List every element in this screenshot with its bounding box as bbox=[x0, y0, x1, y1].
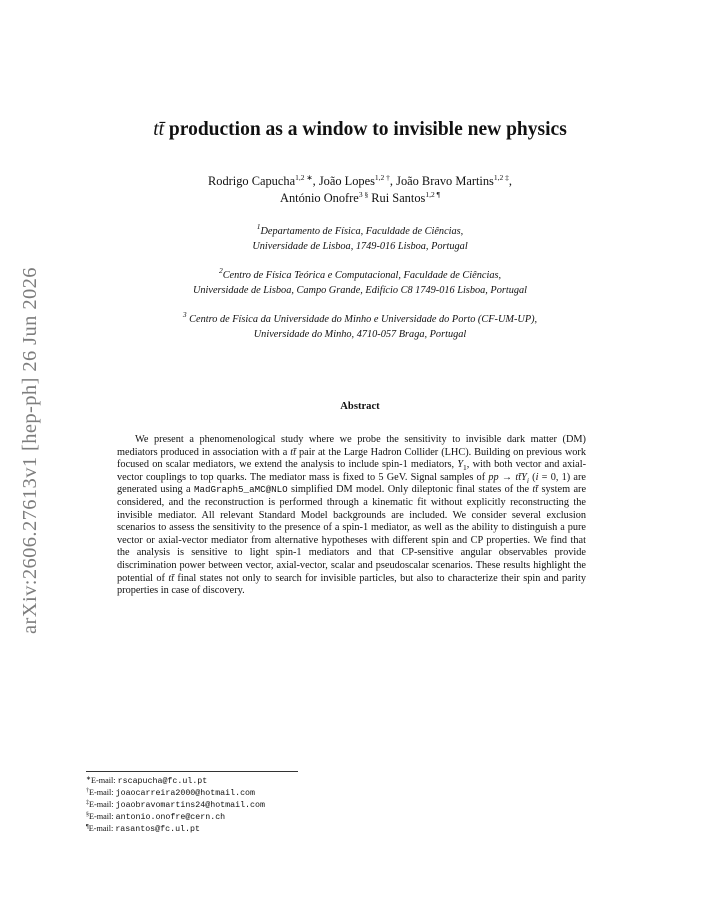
abstract-segment: MadGraph5_aMC@NLO bbox=[193, 484, 288, 496]
affiliation-2 bbox=[90, 268, 630, 298]
arxiv-stamp-text: arXiv:2606.27613v1 [hep-ph] 26 Jun 2026 bbox=[18, 266, 41, 634]
affiliation-line: Universidade do Minho, 4710-057 Braga, Portugal bbox=[253, 329, 467, 340]
author-separator: , bbox=[508, 174, 512, 188]
author-list bbox=[110, 173, 610, 207]
abstract-segment: pair at the Large Hadron Collider (LHC). Building on previous work focused on scalar mediators, we extend the analysis to include spin-1 mediators, bbox=[117, 446, 587, 471]
arxiv-stamp bbox=[10, 240, 50, 660]
abstract-segment: tt̄ bbox=[532, 484, 539, 496]
footnote bbox=[86, 811, 486, 823]
author-affil-mark: 1,2 ¶ bbox=[425, 190, 440, 199]
author-separator: , bbox=[312, 174, 319, 188]
abstract-body bbox=[117, 434, 586, 598]
email-link[interactable]: joaobravomartins24@hotmail.com bbox=[115, 801, 265, 811]
affiliation-line: Departamento de Física, Faculdade de Ciências, bbox=[260, 226, 464, 237]
author-name: Rui Santos bbox=[371, 191, 426, 205]
footnotes bbox=[86, 775, 486, 835]
footnote-mark: ∗ bbox=[86, 776, 92, 782]
footnote bbox=[86, 775, 486, 787]
footnote-label: E-mail: bbox=[89, 812, 116, 822]
abstract-segment: Y bbox=[457, 459, 464, 471]
affiliation-number: 3 bbox=[182, 310, 187, 319]
author-line-1 bbox=[110, 173, 610, 190]
affiliation-line: Universidade de Lisboa, 1749-016 Lisboa, Portugal bbox=[252, 241, 468, 252]
affiliation-number: 1 bbox=[256, 222, 261, 231]
abstract-segment: We present a phenomenological study where we probe the sensitivity to invisible dark matter (DM) mediators produced in association with a bbox=[117, 434, 586, 458]
abstract-segment: tt̄ bbox=[168, 572, 175, 584]
email-link[interactable]: joaocarreira2000@hotmail.com bbox=[115, 789, 256, 799]
affiliation-1 bbox=[90, 224, 630, 254]
footnote-label: E-mail: bbox=[89, 788, 116, 798]
abstract-segment: system are considered, and the reconstruction is performed through a kinematic fit without explicitly reconstructing the invisible mediator. All relevant Standard Model backgrounds are included. We consider several exclusion scenarios to assess the sensitivity to the presence of a spin-1 mediator, as well as the ability to distinguish a pure vector or axial-vector mediator from alternative hypotheses with different spin and CP properties. We find that the analysis is sensitive to light spin-1 mediators and that CP-sensitive angular observables provide discrimination power between vector, axial-vector, scalar and pseudoscalar scenarios. These results highlight the potential of bbox=[117, 484, 587, 584]
abstract-segment: simplified DM model. Only dileptonic final states of the bbox=[287, 484, 533, 496]
abstract-segment: i bbox=[535, 471, 539, 483]
footnote-mark: § bbox=[86, 812, 89, 819]
footnote-mark: ¶ bbox=[86, 824, 89, 831]
author-line-2 bbox=[110, 190, 610, 207]
affiliation-line: Centro de Física da Universidade do Minho e Universidade do Porto (CF-UM-UP), bbox=[186, 314, 538, 325]
author-name: João Bravo Martins bbox=[396, 174, 494, 188]
abstract-segment: i bbox=[526, 475, 529, 485]
abstract-segment: tt̄ bbox=[290, 446, 297, 458]
abstract-segment: = 0, 1) are generated using a bbox=[117, 471, 586, 496]
affiliation-3 bbox=[90, 312, 630, 342]
author-separator: , bbox=[389, 174, 397, 188]
footnote bbox=[86, 787, 486, 799]
abstract-segment: final states not only to search for invisible particles, but also to characterize their spin and parity properties in case of discovery. bbox=[117, 572, 586, 597]
affiliation-number: 2 bbox=[218, 266, 223, 275]
footnote-rule bbox=[86, 771, 298, 772]
email-link[interactable]: rscapucha@fc.ul.pt bbox=[117, 777, 208, 786]
title-math: tt̄ bbox=[153, 119, 165, 140]
author-affil-mark: 1,2 ‡ bbox=[493, 173, 509, 182]
abstract-segment: ( bbox=[528, 471, 536, 483]
footnote bbox=[86, 823, 486, 835]
affiliation-line: Universidade de Lisboa, Campo Grande, Edifício C8 1749-016 Lisboa, Portugal bbox=[192, 285, 528, 296]
footnote-label: E-mail: bbox=[89, 800, 116, 810]
email-link[interactable]: antonio.onofre@cern.ch bbox=[115, 813, 226, 823]
footnote-mark: † bbox=[86, 788, 89, 795]
abstract-segment: , with both vector and axial-vector couplings to top quarks. The mediator mass is fixed to 5 GeV. Signal samples of bbox=[117, 459, 586, 483]
author-affil-mark: 1,2 ∗ bbox=[295, 173, 313, 182]
footnote bbox=[86, 799, 486, 811]
author-name: António Onofre bbox=[280, 191, 359, 205]
abstract-segment: pp → tt̄Y bbox=[488, 471, 527, 483]
author-affil-mark: 3 § bbox=[358, 190, 369, 199]
paper-title bbox=[90, 119, 630, 141]
footnote-mark: ‡ bbox=[86, 800, 89, 807]
footnote-label: E-mail: bbox=[91, 776, 118, 785]
author-name: Rodrigo Capucha bbox=[208, 174, 296, 188]
abstract-segment: 1 bbox=[463, 463, 467, 473]
email-link[interactable]: rasantos@fc.ul.pt bbox=[115, 825, 200, 835]
footnote-label: E-mail: bbox=[88, 824, 116, 834]
abstract-heading: Abstract bbox=[340, 401, 380, 412]
affiliation-line: Centro de Física Teórica e Computacional, Faculdade de Ciências, bbox=[222, 270, 502, 281]
author-affil-mark: 1,2 † bbox=[374, 173, 390, 182]
author-name: João Lopes bbox=[318, 174, 375, 188]
title-text: production as a window to invisible new physics bbox=[164, 119, 567, 140]
